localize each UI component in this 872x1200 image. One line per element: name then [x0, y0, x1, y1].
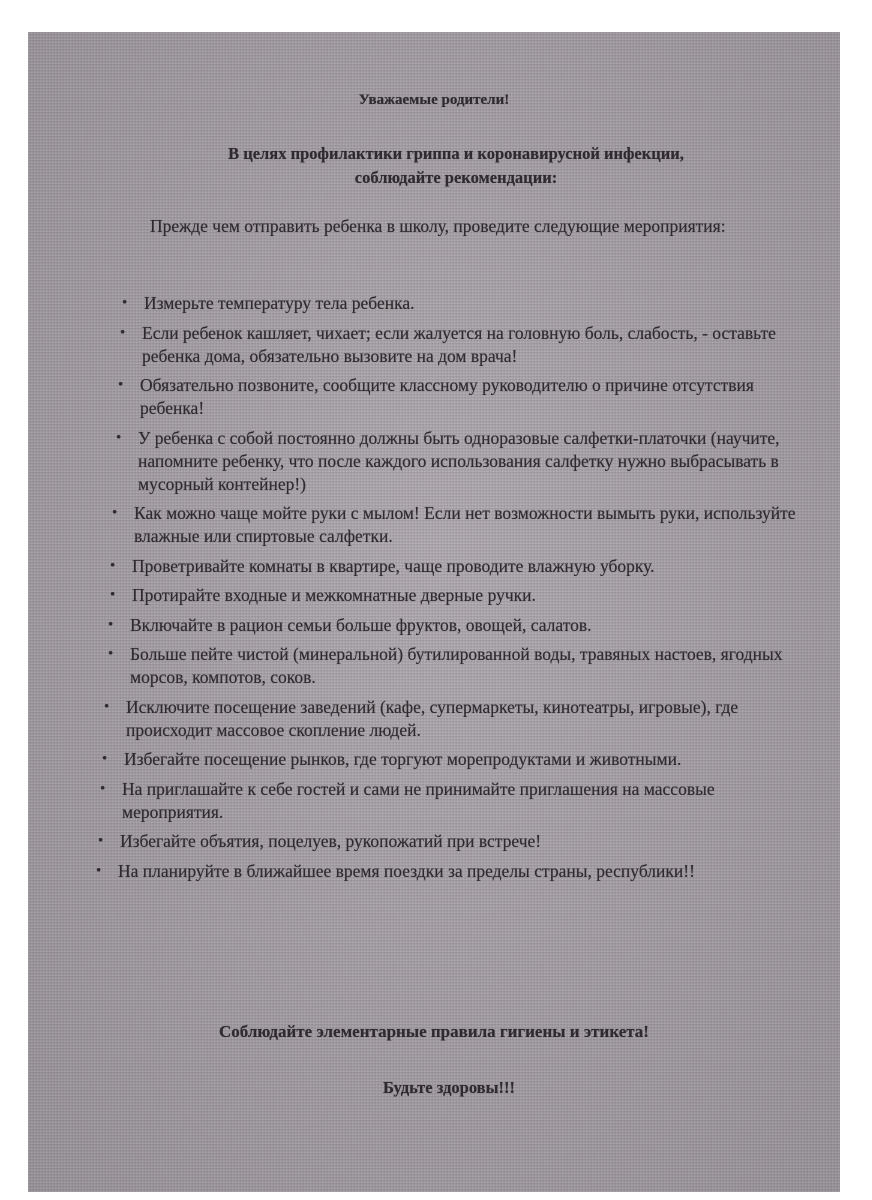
- list-item: [100, 778, 816, 824]
- scanned-page: [28, 32, 840, 1192]
- list-item-text: Протирайте входные и межкомнатные дверные ручки.: [132, 585, 536, 605]
- list-item: [122, 292, 792, 315]
- bullet-icon: •: [120, 324, 126, 341]
- bullet-icon: •: [104, 698, 110, 715]
- recommendations-list: [28, 292, 840, 889]
- list-item-text: На приглашайте к себе гостей и сами не принимайте приглашения на массовые мероприятия.: [122, 778, 715, 822]
- list-item: [120, 322, 812, 368]
- bullet-icon: •: [122, 295, 128, 311]
- bullet-icon: •: [112, 505, 118, 521]
- list-item: [104, 696, 814, 742]
- list-item-text: Измерьте температуру тела ребенка.: [144, 293, 415, 313]
- list-item: [96, 860, 770, 883]
- list-item-text: Если ребенок кашляет, чихает; если жалуется на головную боль, слабость, - оставьте ребенка дома, обязательно вызовите на дом врача!: [142, 322, 776, 366]
- intro-paragraph: Прежде чем отправить ребенка в школу, проведите следующие мероприятия:: [150, 216, 726, 236]
- list-item: [112, 502, 816, 548]
- bullet-icon: •: [118, 377, 124, 393]
- bullet-icon: •: [102, 751, 108, 767]
- bullet-icon: •: [100, 780, 106, 797]
- headline-line-2: соблюдайте рекомендации:: [354, 168, 558, 187]
- list-item-text: Обязательно позвоните, сообщите классному руководителю о причине отсутствия ребенка!: [140, 375, 754, 418]
- list-item-text: Больше пейте чистой (минеральной) бутилированной воды, травяных настоев, ягодных морсов, компотов, соков.: [130, 644, 783, 687]
- list-item-text: На планируйте в ближайшее время поездки за пределы страны, республики!!: [118, 860, 695, 881]
- hygiene-reminder: Соблюдайте элементарные правила гигиены и этикета!: [219, 1022, 649, 1041]
- list-item-text: Как можно чаще мойте руки с мылом! Если нет возможности вымыть руки, используйте влажные или спиртовые салфетки.: [134, 503, 796, 546]
- list-item: [118, 374, 818, 420]
- list-item: [98, 830, 810, 853]
- bullet-icon: •: [108, 646, 114, 662]
- list-item-text: У ребенка с собой постоянно должны быть одноразовые салфетки-платочки (научите, напомните ребенку, что после каждого использования салфетку нужно выбрасывать в мусорный контейнер!): [138, 427, 780, 494]
- list-item-text: Включайте в рацион семьи больше фруктов, овощей, салатов.: [130, 614, 592, 635]
- greeting-heading: Уважаемые родители!: [358, 92, 510, 108]
- list-item: [108, 643, 814, 689]
- farewell-text: Будьте здоровы!!!: [383, 1078, 515, 1097]
- list-item: [116, 427, 814, 496]
- list-item: [102, 748, 756, 771]
- bullet-icon: •: [110, 587, 116, 603]
- bullet-icon: •: [110, 557, 116, 574]
- bullet-icon: •: [98, 833, 104, 849]
- list-item: [108, 614, 810, 637]
- document-headline: [28, 142, 840, 190]
- list-item-text: Избегайте объятия, поцелуев, рукопожатий при встрече!: [120, 831, 542, 851]
- list-item-text: Исключите посещение заведений (кафе, супермаркеты, кинотеатры, игровые), где происходит массовое скопление людей.: [126, 696, 739, 740]
- list-item: [110, 584, 810, 607]
- bullet-icon: •: [96, 862, 102, 879]
- headline-line-1: В целях профилактики гриппа и коронавирусной инфекции,: [228, 144, 684, 163]
- bullet-icon: •: [108, 616, 114, 633]
- list-item: [110, 555, 822, 578]
- list-item-text: Проветривайте комнаты в квартире, чаще проводите влажную уборку.: [132, 555, 655, 576]
- list-item-text: Избегайте посещение рынков, где торгуют морепродуктами и животными.: [124, 749, 682, 769]
- bullet-icon: •: [116, 429, 122, 446]
